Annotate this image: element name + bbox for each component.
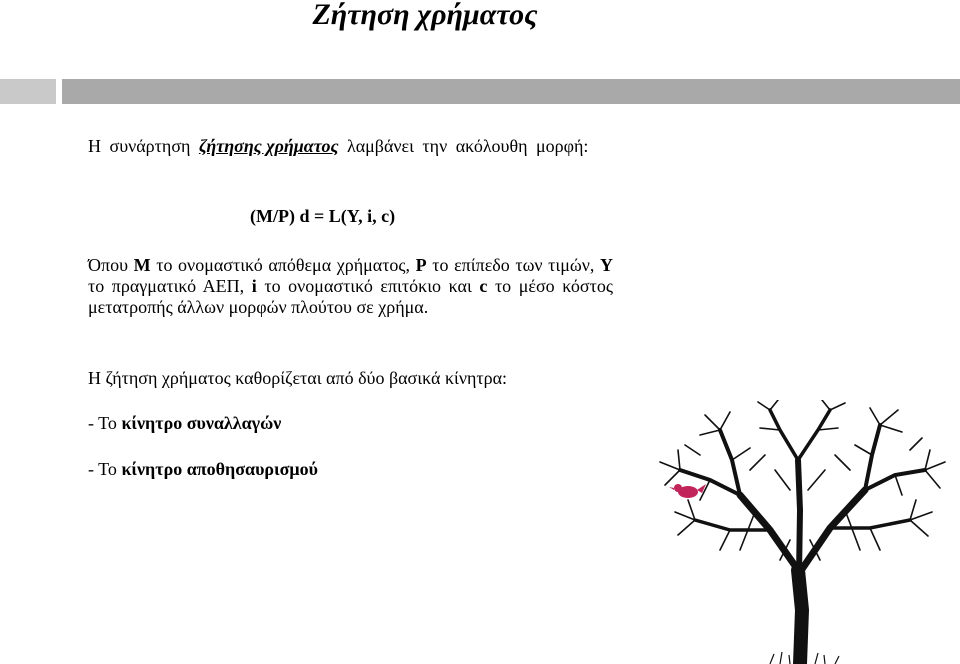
motive-prefix: - Το bbox=[88, 413, 122, 433]
def-text: Όπου bbox=[88, 255, 134, 275]
header-bar-right bbox=[62, 79, 960, 104]
tree-illustration bbox=[640, 400, 960, 664]
def-symbol-p: P bbox=[415, 255, 427, 275]
intro-paragraph bbox=[88, 136, 613, 157]
motive-item-transactions bbox=[88, 413, 281, 434]
tree-branches-icon bbox=[660, 400, 945, 664]
def-text: το μέσο κόστος μετατροπής άλλων μορφών πλούτου σε χρήμα. bbox=[88, 276, 613, 317]
def-text: το επίπεδο των τιμών, bbox=[426, 255, 600, 275]
def-text: το πραγματικό ΑΕΠ, bbox=[88, 276, 252, 296]
def-symbol-i: i bbox=[251, 276, 257, 296]
money-demand-formula: (M/P) d = L(Y, i, c) bbox=[250, 206, 396, 226]
definitions-paragraph bbox=[88, 255, 613, 318]
def-symbol-c: c bbox=[479, 276, 488, 296]
slide-title: Ζήτηση χρήματος bbox=[312, 0, 538, 31]
motive-item-hoarding bbox=[88, 459, 318, 480]
header-bar-left bbox=[0, 79, 56, 104]
intro-pre: Η συνάρτηση bbox=[88, 136, 199, 156]
def-symbol-m: M bbox=[133, 255, 151, 275]
motives-intro: Η ζήτηση χρήματος καθορίζεται από δύο βασικά κίνητρα: bbox=[88, 368, 508, 388]
motive-prefix: - Το bbox=[88, 459, 122, 479]
intro-post: λαμβάνει την ακόλουθη μορφή: bbox=[338, 136, 589, 156]
bird-icon bbox=[669, 484, 706, 498]
motive-label: κίνητρο συναλλαγών bbox=[121, 413, 282, 433]
def-symbol-y: Y bbox=[600, 255, 613, 275]
def-text: το ονομαστικό απόθεμα χρήματος, bbox=[150, 255, 416, 275]
motive-label: κίνητρο αποθησαυρισμού bbox=[121, 459, 318, 479]
intro-term: ζήτησης χρήματος bbox=[198, 136, 339, 156]
def-text: το ονομαστικό επιτόκιο και bbox=[256, 276, 480, 296]
